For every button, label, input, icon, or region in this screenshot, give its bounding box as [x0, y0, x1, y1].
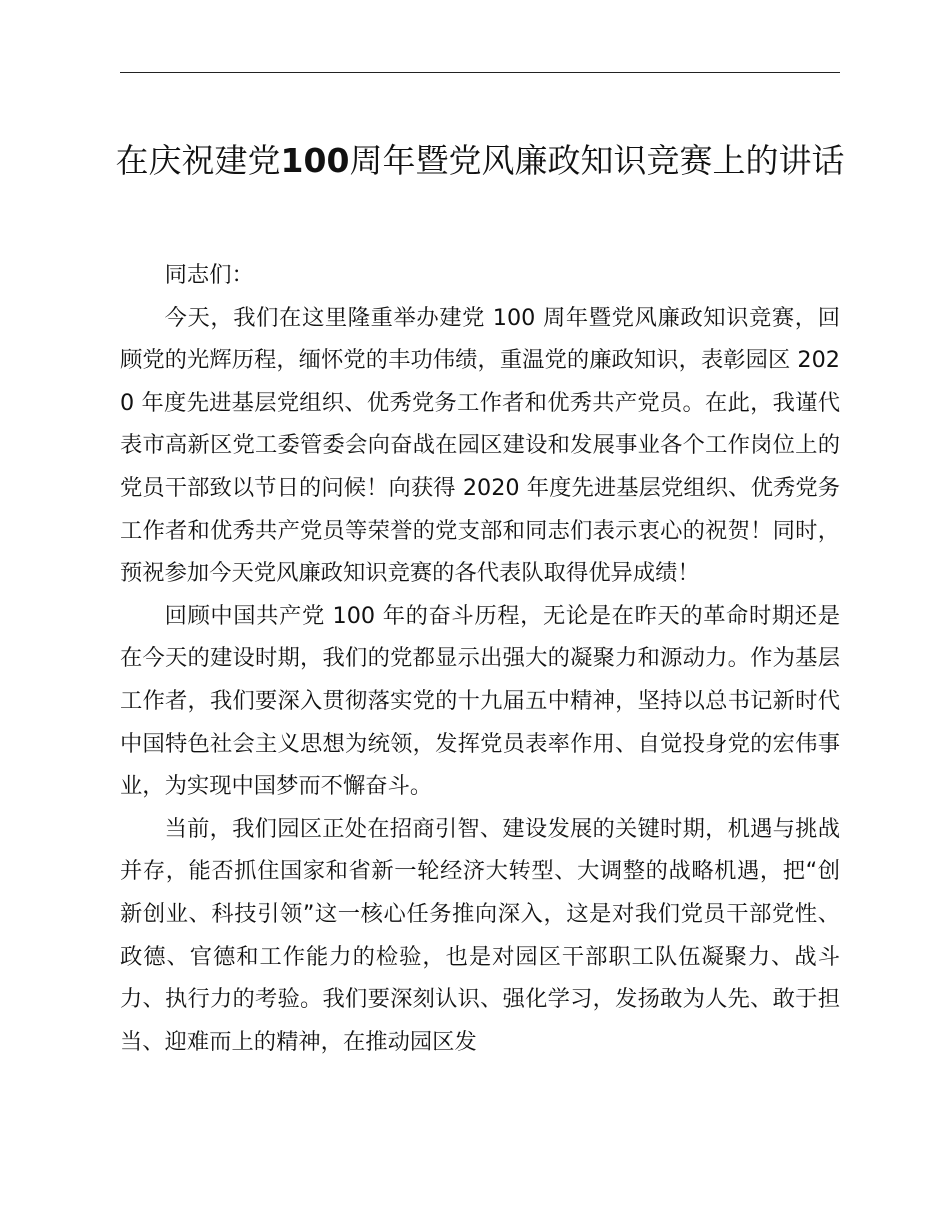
body-paragraph-2: 回顾中国共产党 100 年的奋斗历程，无论是在昨天的革命时期还是在今天的建设时期，我们的党都显示出强大的凝聚力和源动力。作为基层工作者，我们要深入贯彻落实党的十九届五中精神，坚持以总书记新时代中国特色社会主义思想为统领，发挥党员表率作用、自觉投身党的宏伟事业，为实现中国梦而不懈奋斗。 [120, 602, 840, 800]
body-paragraph-3: 当前，我们园区正处在招商引智、建设发展的关键时期，机遇与挑战并存，能否抓住国家和省新一轮经济大转型、大调整的战略机遇，把“创新创业、科技引领”这一核心任务推向深入，这是对我们党员干部党性、政德、官德和工作能力的检验，也是对园区干部职工队伍凝聚力、战斗力、执行力的考验。我们要深刻认识、强化学习，发扬敢为人先、敢于担当、迎难而上的精神，在推动园区发 [120, 815, 840, 1055]
document-title [110, 134, 850, 188]
document-body [120, 254, 840, 1063]
title-part-1: 在庆祝建党 [115, 141, 281, 180]
title-number: 100 [280, 141, 350, 180]
header-rule [120, 72, 840, 73]
body-paragraph-1: 今天，我们在这里隆重举办建党 100 周年暨党风廉政知识竞赛，回顾党的光辉历程，缅怀党的丰功伟绩，重温党的廉政知识，表彰园区 2020 年度先进基层党组织、优秀党务工作者和优秀共产党员。在此，我谨代表市高新区党工委管委会向奋战在园区建设和发展事业各个工作岗位上的党员干部致以节日的问候！向获得 2020 年度先进基层党组织、优秀党务工作者和优秀共产党员等荣誉的党支部和同志们表示衷心的祝贺！同时，预祝参加今天党风廉政知识竞赛的各代表队取得优异成绩！ [120, 304, 840, 587]
salutation: 同志们： [164, 262, 254, 288]
title-part-2: 周年暨党风廉政知识竞赛上的讲话 [349, 141, 845, 180]
